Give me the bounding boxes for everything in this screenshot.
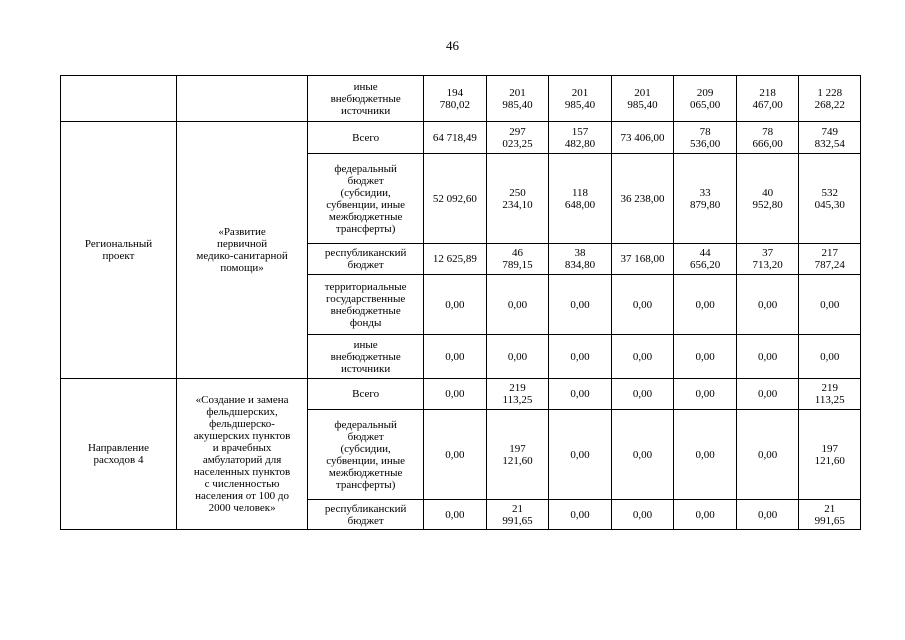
value-cell: 157 482,80 (549, 122, 612, 154)
level-cell: Региональный проект (61, 122, 177, 379)
value-cell: 0,00 (424, 500, 487, 530)
value-cell: 12 625,89 (424, 244, 487, 275)
value-cell: 21 991,65 (486, 500, 549, 530)
funding-source-cell: иные внебюджетные источники (308, 335, 424, 379)
funding-source-cell: федеральный бюджет (субсидии, субвенции, иные межбюджетные трансферты) (308, 154, 424, 244)
value-cell: 201 985,40 (486, 76, 549, 122)
value-cell: 0,00 (674, 275, 737, 335)
value-cell: 0,00 (611, 410, 674, 500)
value-cell: 0,00 (549, 335, 612, 379)
total-cell: 21 991,65 (799, 500, 861, 530)
value-cell: 52 092,60 (424, 154, 487, 244)
total-cell: 197 121,60 (799, 410, 861, 500)
value-cell: 0,00 (611, 275, 674, 335)
table-row (61, 76, 861, 122)
budget-table (60, 75, 861, 530)
value-cell: 40 952,80 (736, 154, 799, 244)
value-cell: 201 985,40 (611, 76, 674, 122)
value-cell: 0,00 (736, 275, 799, 335)
value-cell: 38 834,80 (549, 244, 612, 275)
value-cell: 0,00 (549, 410, 612, 500)
value-cell: 201 985,40 (549, 76, 612, 122)
page-number: 46 (446, 38, 459, 53)
funding-source-cell: территориальные государственные внебюджетные фонды (308, 275, 424, 335)
value-cell: 0,00 (674, 379, 737, 410)
value-cell: 0,00 (736, 410, 799, 500)
table-row (61, 122, 861, 154)
value-cell: 218 467,00 (736, 76, 799, 122)
value-cell: 0,00 (736, 500, 799, 530)
value-cell: 219 113,25 (486, 379, 549, 410)
total-cell: 0,00 (799, 335, 861, 379)
value-cell: 194 780,02 (424, 76, 487, 122)
value-cell: 0,00 (611, 335, 674, 379)
value-cell: 0,00 (674, 335, 737, 379)
value-cell: 0,00 (611, 379, 674, 410)
value-cell: 33 879,80 (674, 154, 737, 244)
value-cell: 209 065,00 (674, 76, 737, 122)
value-cell: 0,00 (424, 410, 487, 500)
value-cell: 0,00 (611, 500, 674, 530)
total-cell: 217 787,24 (799, 244, 861, 275)
total-cell: 532 045,30 (799, 154, 861, 244)
value-cell: 0,00 (736, 379, 799, 410)
value-cell: 0,00 (486, 335, 549, 379)
funding-source-cell: иные внебюджетные источники (308, 76, 424, 122)
value-cell: 44 656,20 (674, 244, 737, 275)
total-cell: 1 228 268,22 (799, 76, 861, 122)
value-cell: 73 406,00 (611, 122, 674, 154)
value-cell: 0,00 (736, 335, 799, 379)
value-cell: 37 168,00 (611, 244, 674, 275)
total-cell: 0,00 (799, 275, 861, 335)
value-cell: 37 713,20 (736, 244, 799, 275)
level-cell: Направление расходов 4 (61, 379, 177, 530)
value-cell: 64 718,49 (424, 122, 487, 154)
project-name-cell: «Развитие первичной медико-санитарной помощи» (177, 122, 308, 379)
value-cell: 0,00 (424, 335, 487, 379)
funding-source-cell: республиканский бюджет (308, 500, 424, 530)
value-cell: 78 536,00 (674, 122, 737, 154)
value-cell: 0,00 (549, 275, 612, 335)
value-cell: 0,00 (549, 500, 612, 530)
value-cell: 36 238,00 (611, 154, 674, 244)
total-cell: 749 832,54 (799, 122, 861, 154)
value-cell: 250 234,10 (486, 154, 549, 244)
value-cell: 197 121,60 (486, 410, 549, 500)
value-cell: 0,00 (424, 379, 487, 410)
total-cell: 219 113,25 (799, 379, 861, 410)
value-cell: 0,00 (549, 379, 612, 410)
funding-source-cell: Всего (308, 122, 424, 154)
level-cell-empty (61, 76, 177, 122)
value-cell: 46 789,15 (486, 244, 549, 275)
funding-source-cell: федеральный бюджет (субсидии, субвенции, иные межбюджетные трансферты) (308, 410, 424, 500)
value-cell: 0,00 (486, 275, 549, 335)
table-row (61, 379, 861, 410)
value-cell: 118 648,00 (549, 154, 612, 244)
value-cell: 0,00 (674, 500, 737, 530)
funding-source-cell: республиканский бюджет (308, 244, 424, 275)
value-cell: 0,00 (674, 410, 737, 500)
value-cell: 78 666,00 (736, 122, 799, 154)
name-cell-empty (177, 76, 308, 122)
project-name-cell: «Создание и замена фельдшерских, фельдшерско- акушерских пунктов и врачебных амбулаторий для населенных пунктов с численностью населения от 100 до 2000 человек» (177, 379, 308, 530)
value-cell: 297 023,25 (486, 122, 549, 154)
value-cell: 0,00 (424, 275, 487, 335)
funding-source-cell: Всего (308, 379, 424, 410)
